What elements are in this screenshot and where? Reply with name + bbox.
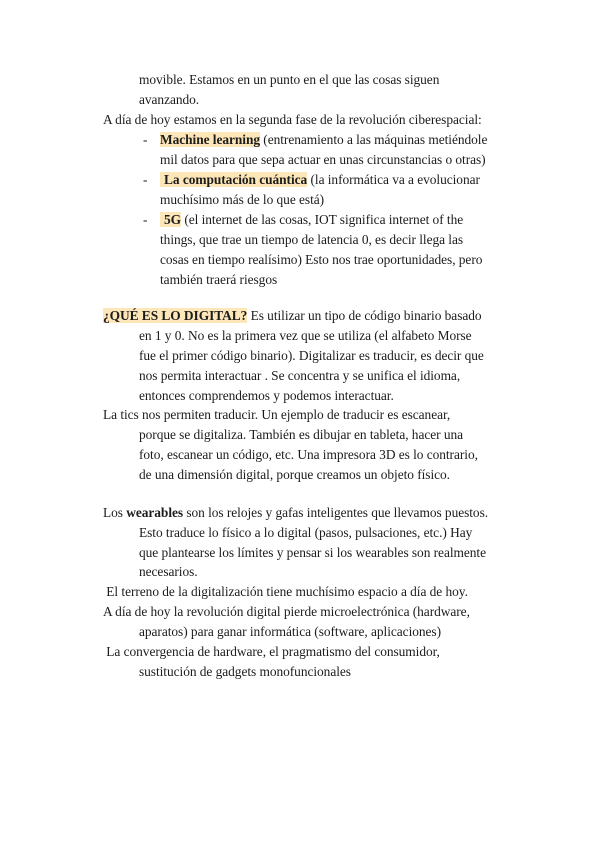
highlighted-term: Machine learning (160, 132, 260, 147)
tics-line-3: foto, escanear un código, etc. Una impresora 3D es lo contrario, (139, 447, 478, 462)
revolucion-line-2: aparatos) para ganar informática (software, aplicaciones) (139, 624, 441, 639)
digital-paragraph (103, 306, 482, 326)
terreno-paragraph: El terreno de la digitalización tiene muchísimo espacio a día de hoy. (103, 584, 468, 599)
bullet-dash: - (143, 132, 148, 147)
bullet-continuation: muchísimo más de lo que está) (160, 192, 325, 207)
bullet-continuation: también traerá riesgos (160, 272, 278, 287)
tics-line-1: La tics nos permiten traducir. Un ejemplo de traducir es escanear, (103, 407, 451, 422)
wearables-line-4: necesarios. (139, 564, 198, 579)
wearables-line-2: Esto traduce lo físico a lo digital (pasos, pulsaciones, etc.) Hay (139, 525, 473, 540)
highlighted-term: 5G (160, 212, 181, 227)
bullet-5g (160, 210, 463, 230)
digital-line-4: nos permita interactuar . Se concentra y se unifica el idioma, (139, 368, 461, 383)
digital-line-5: entonces comprendemos y podemos interactuar. (139, 388, 394, 403)
bullet-dash: - (143, 172, 148, 187)
bold-term: wearables (126, 505, 184, 520)
bullet-computacion-cuantica (160, 170, 480, 190)
convergencia-line-2: sustitución de gadgets monofuncionales (139, 664, 351, 679)
bullet-continuation: cosas en tiempo realísimo) Esto nos trae oportunidades, pero (160, 252, 483, 267)
wearables-line-3: que plantearse los límites y pensar si los wearables son realmente (139, 545, 486, 560)
highlighted-heading: ¿QUÉ ES LO DIGITAL? (103, 308, 248, 323)
revolucion-line-1: A día de hoy la revolución digital pierde microelectrónica (hardware, (103, 604, 470, 619)
wearables-paragraph (103, 503, 488, 523)
bullet-text: (entrenamiento a las máquinas metiéndole (260, 132, 488, 147)
bullet-continuation: things, que trae un tiempo de latencia 0, es decir llega las (160, 232, 464, 247)
digital-line-3: fue el primer código binario). Digitalizar es traducir, es decir que (139, 348, 484, 363)
bullet-text: (la informática va a evolucionar (307, 172, 480, 187)
highlighted-term: La computación cuántica (160, 172, 307, 187)
fase-paragraph: A día de hoy estamos en la segunda fase de la revolución ciberespacial: (103, 112, 482, 127)
wearables-pre: Los (103, 505, 127, 520)
intro-line-2: avanzando. (139, 92, 200, 107)
bullet-dash: - (143, 212, 148, 227)
tics-line-2: porque se digitaliza. También es dibujar en tableta, hacer una (139, 427, 464, 442)
digital-line-2: en 1 y 0. No es la primera vez que se utiliza (el alfabeto Morse (139, 328, 472, 343)
digital-text: Es utilizar un tipo de código binario basado (247, 308, 482, 323)
bullet-machine-learning (160, 130, 487, 150)
bullet-text: (el internet de las cosas, IOT significa internet of the (181, 212, 464, 227)
tics-line-4: de una dimensión digital, porque creamos un objeto físico. (139, 467, 450, 482)
wearables-text: son los relojes y gafas inteligentes que llevamos puestos. (183, 505, 489, 520)
intro-line-1: movible. Estamos en un punto en el que las cosas siguen (139, 72, 440, 87)
bullet-continuation: mil datos para que sepa actuar en unas circunstancias o otras) (160, 152, 486, 167)
convergencia-line-1: La convergencia de hardware, el pragmatismo del consumidor, (103, 644, 440, 659)
